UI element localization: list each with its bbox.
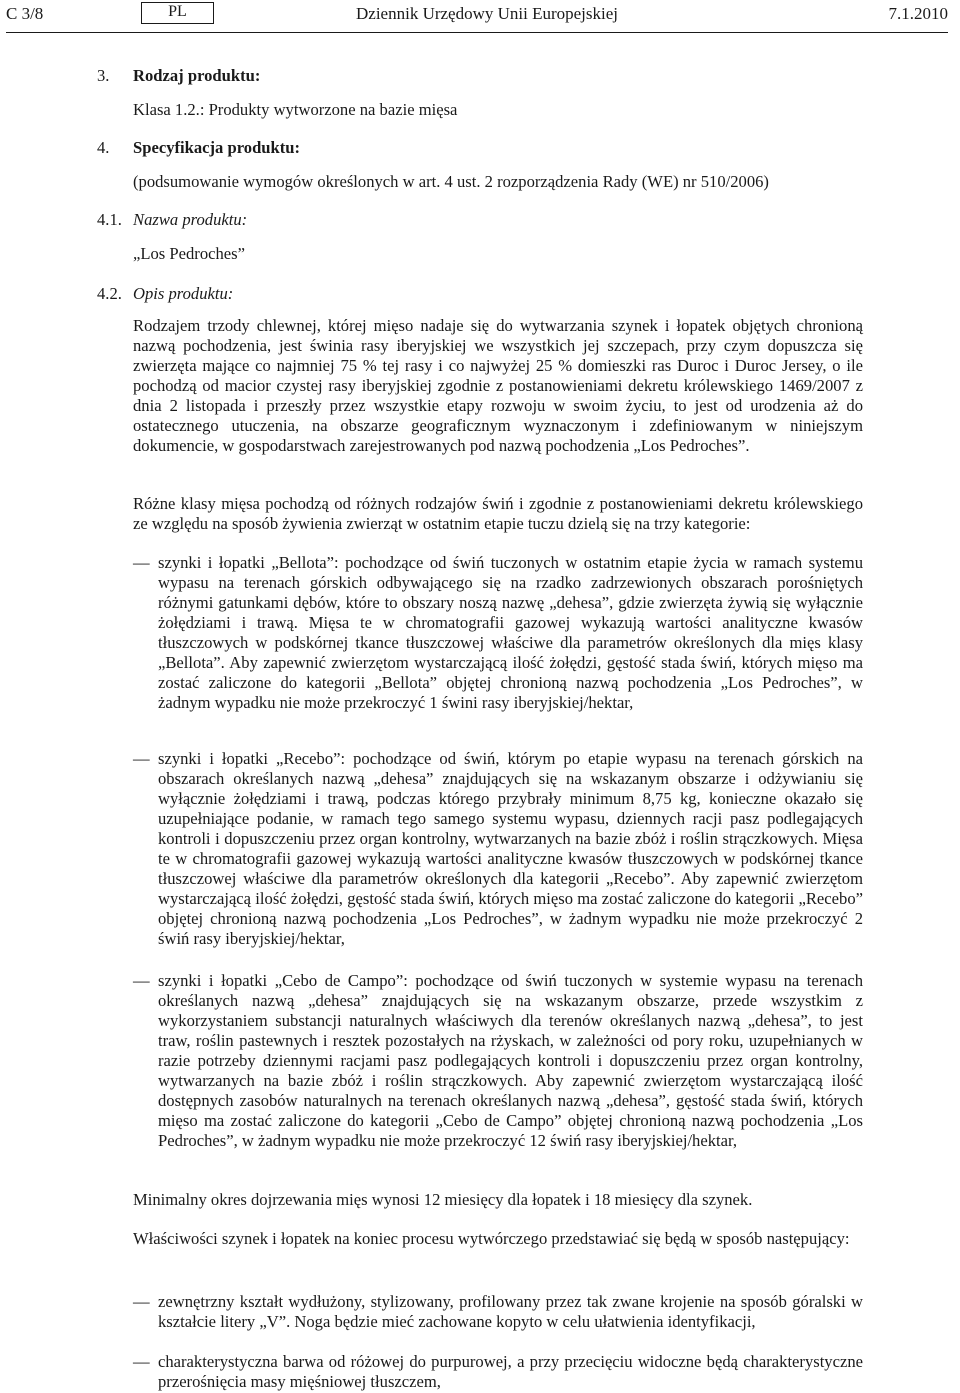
section-4-number: 4. bbox=[97, 138, 110, 157]
journal-title: Dziennik Urzędowy Unii Europejskiej bbox=[356, 4, 619, 23]
category-cebo-de-campo-text: szynki i łopatki „Cebo de Campo”: pochodzące od świń tuczonych w systemie wypasu na terenach określanych nazwą „dehesa” znajdujących się na wskazanym obszarze, przede wszystkim z wykorzystaniem substancji naturalnych właściwych dla terenów określanych nazwą „dehesa”, to jest traw, roślin pastewnych i resztek pozostałych na rżyskach, w zależności od pory roku, uzupełnianych w razie potrzeby dziennymi racjami pasz podlegających kontroli i dopuszczeniu przez organ kontrolny, wytwarzanych na bazie zbóż i roślin strączkowych. Aby zapewnić zwierzętom wystarczającą ilość dostępnych zasobów naturalnych na terenach określanych nazwą „dehesa”, gęstość stada świń, których mięso ma zostać zaliczone do kategorii „Cebo de Campo” objętej chronioną nazwą pochodzenia „Los Pedroches”, w żadnym wypadku nie może przekroczyć 12 świń rasy iberyjskiej/hektar, bbox=[158, 971, 863, 1150]
dash-icon: — bbox=[133, 1352, 150, 1371]
section-4-1-title: Nazwa produktu: bbox=[133, 210, 248, 229]
description-paragraph-2: Różne klasy mięsa pochodzą od różnych rodzajów świń i zgodnie z postanowieniami dekretu królewskiego ze względu na sposób żywienia zwierząt w ostatnim etapie tuczu dzielą się na trzy kategorie: bbox=[133, 494, 863, 533]
page-header bbox=[6, 2, 948, 28]
header-divider bbox=[6, 32, 948, 33]
category-recebo bbox=[133, 749, 863, 949]
description-paragraph-1: Rodzajem trzody chlewnej, której mięso nadaje się do wytwarzania szynek i łopatek objętych chronioną nazwą pochodzenia, jest świnia rasy iberyjskiej we wszystkich jej szczepach, przy czym dopuszcza się zwierzęta mające co najmniej 75 % tej rasy i co najwyżej 25 % domieszki ras Duroc i Duroc Jersey, o ile pochodzą od macior czystej rasy iberyjskiej zgodnie z postanowieniami dekretu królewskiego 1469/2007 z dnia 2 listopada i przeszły przez wszystkie etapy rozwoju w swoim życiu, to jest od urodzenia aż do ostatecznego utuczenia, na obszarze geograficznym wyznaczonym i zdefiniowanym w niniejszym dokumencie, w gospodarstwach zarejestrowanych pod nazwą pochodzenia „Los Pedroches”. bbox=[133, 316, 863, 455]
category-cebo-de-campo bbox=[133, 971, 863, 1151]
property-shape bbox=[133, 1292, 863, 1332]
section-4-1-number: 4.1. bbox=[97, 210, 122, 229]
product-name: „Los Pedroches” bbox=[133, 244, 245, 263]
properties-paragraph: Właściwości szynek i łopatek na koniec procesu wytwórczego przedstawiać się będą w sposób następujący: bbox=[133, 1229, 850, 1248]
section-4-title: Specyfikacja produktu: bbox=[133, 138, 301, 157]
maturation-paragraph: Minimalny okres dojrzewania mięs wynosi 12 miesięcy dla łopatek i 18 miesięcy dla szynek. bbox=[133, 1190, 753, 1209]
property-colour bbox=[133, 1352, 863, 1392]
dash-icon: — bbox=[133, 1292, 150, 1311]
section-3-number: 3. bbox=[97, 66, 110, 85]
dash-icon: — bbox=[133, 749, 150, 768]
section-4-2-title: Opis produktu: bbox=[133, 284, 234, 303]
dash-icon: — bbox=[133, 971, 150, 990]
category-bellota-text: szynki i łopatki „Bellota”: pochodzące od świń tuczonych w ostatnim etapie życia w ramach systemu wypasu na terenach górskich odbywającego się na rzadko zadrzewionych obszarach porośniętych różnymi gatunkami dębów, które to obszary noszą nazwę „dehesa”, gdzie zwierzęta żywią się wyłącznie żołędziami i trawą. Mięsa te w chromatografii gazowej wykazują wartości analityczne kwasów tłuszczowych w podskórnej tkance tłuszczowej właściwe dla parametrów określonych dla mięs klasy „Bellota”. Aby zapewnić zwierzętom wystarczającą ilość żołędzi, gęstość stada świń, których mięso ma zostać zaliczone do kategorii „Bellota” objętej chronioną nazwą pochodzenia „Los Pedroches”, w żadnym wypadku nie może przekroczyć 1 świni rasy iberyjskiej/hektar, bbox=[158, 553, 863, 712]
category-recebo-text: szynki i łopatki „Recebo”: pochodzące od świń, którym po etapie wypasu na terenach górskich na obszarach określanych nazwą „dehesa” znajdujących się na wskazanym obszarze i odżywianiu się wyłącznie żołędziami i trawą, podczas którego przybrały minimum 8,75 kg, konieczne okazało się uzupełniające podanie, w ramach tego samego systemu wypasu, dziennych racji pasz podlegających kontroli i dopuszczeniu przez organ kontrolny, wytwarzanych na bazie zbóż i roślin strączkowych. Mięsa te w chromatografii gazowej wykazują wartości analityczne kwasów tłuszczowych w podskórnej tkance tłuszczowej właściwe dla parametrów określonych dla kategorii „Recebo”. Aby zapewnić zwierzętom wystarczającą ilość żołędzi, gęstość stada świń, których mięso ma zostać zaliczone do kategorii „Recebo” objętej chronioną nazwą pochodzenia „Los Pedroches”, w żadnym wypadku nie może przekroczyć 2 świń rasy iberyjskiej/hektar, bbox=[158, 749, 863, 948]
category-bellota bbox=[133, 553, 863, 713]
dash-icon: — bbox=[133, 553, 150, 572]
property-colour-text: charakterystyczna barwa od różowej do purpurowej, a przy przecięciu widoczne będą charakterystyczne przerośnięcia masy mięśniowej tłuszczem, bbox=[158, 1352, 863, 1391]
section-3-text: Klasa 1.2.: Produkty wytworzone na bazie mięsa bbox=[133, 100, 458, 119]
section-4-text: (podsumowanie wymogów określonych w art. 4 ust. 2 rozporządzenia Rady (WE) nr 510/2006) bbox=[133, 172, 769, 191]
publication-date: 7.1.2010 bbox=[888, 4, 948, 23]
property-shape-text: zewnętrzny kształt wydłużony, stylizowany, profilowany przez tak zwane krojenie na sposób góralski w kształcie litery „V”. Noga będzie mieć zachowane kopyto w celu ułatwienia identyfikacji, bbox=[158, 1292, 863, 1331]
language-box: PL bbox=[141, 2, 214, 24]
page-reference: C 3/8 bbox=[6, 4, 44, 23]
section-4-2-number: 4.2. bbox=[97, 284, 122, 303]
section-3-title: Rodzaj produktu: bbox=[133, 66, 261, 85]
